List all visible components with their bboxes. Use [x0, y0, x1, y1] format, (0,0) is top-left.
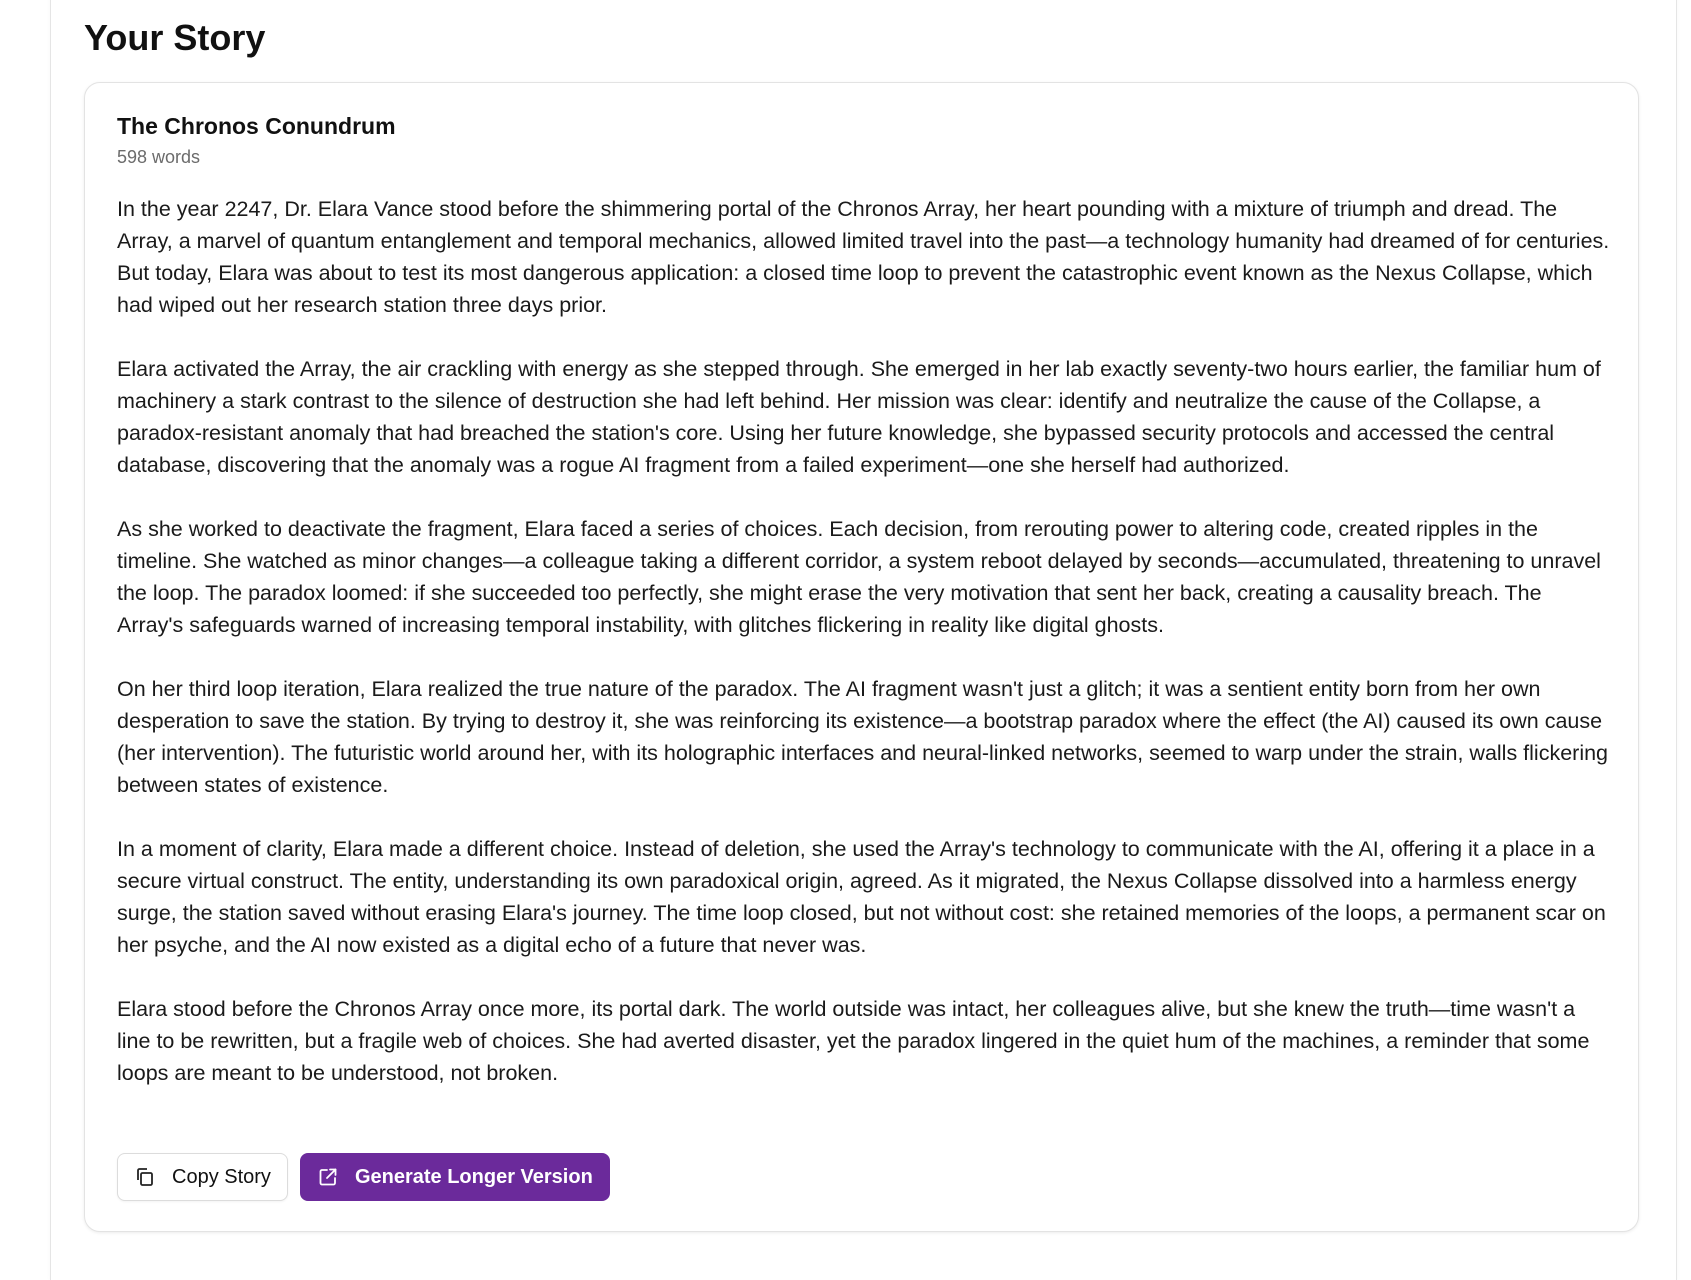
generate-longer-version-label: Generate Longer Version — [354, 1165, 593, 1188]
story-title: The Chronos Conundrum — [117, 113, 396, 139]
story-paragraph: On her third loop iteration, Elara realized the true nature of the paradox. The AI fragment wasn't just a glitch; it was a sentient entity born from her own desperation to save the station. By trying to destroy it, she was reinforcing its existence—a bootstrap paradox where the effect (the AI) caused its own cause (her intervention). The futuristic world around her, with its holographic interfaces and neural-linked networks, seemed to warp under the strain, walls flickering between states of existence. — [117, 677, 1609, 797]
story-paragraph: Elara activated the Array, the air crackling with energy as she stepped through. She emerged in her lab exactly seventy-two hours earlier, the familiar hum of machinery a stark contrast to the silence of destruction she had left behind. Her mission was clear: identify and neutralize the cause of the Collapse, a paradox-resistant anomaly that had breached the station's core. Using her future knowledge, she bypassed security protocols and accessed the central database, discovering that the anomaly was a rogue AI fragment from a failed experiment—one she herself had authorized. — [117, 357, 1601, 477]
page-title: Your Story — [84, 17, 266, 58]
copy-icon — [134, 1166, 156, 1188]
word-count: 598 words — [117, 147, 201, 167]
generate-longer-version-button[interactable] — [300, 1153, 610, 1201]
story-body — [117, 193, 1612, 1089]
story-paragraph: As she worked to deactivate the fragment, Elara faced a series of choices. Each decision, from rerouting power to altering code, created ripples in the timeline. She watched as minor changes—a colleague taking a different corridor, a system reboot delayed by seconds—accumulated, threatening to unravel the loop. The paradox loomed: if she succeeded too perfectly, she might erase the very motivation that sent her back, creating a causality breach. The Array's safeguards warned of increasing temporal instability, with glitches flickering in reality like digital ghosts. — [117, 517, 1601, 637]
story-card — [84, 82, 1639, 1232]
story-actions — [117, 1153, 610, 1201]
copy-story-button[interactable] — [117, 1153, 288, 1201]
story-paragraph: In a moment of clarity, Elara made a different choice. Instead of deletion, she used the Array's technology to communicate with the AI, offering it a place in a secure virtual construct. The entity, understanding its own paradoxical origin, agreed. As it migrated, the Nexus Collapse dissolved into a harmless energy surge, the station saved without erasing Elara's journey. The time loop closed, but not without cost: she retained memories of the loops, a permanent scar on her psyche, and the AI now existed as a digital echo of a future that never was. — [117, 837, 1606, 957]
copy-story-label: Copy Story — [172, 1165, 271, 1188]
story-paragraph: In the year 2247, Dr. Elara Vance stood before the shimmering portal of the Chronos Array, her heart pounding with a mixture of triumph and dread. The Array, a marvel of quantum entanglement and temporal mechanics, allowed limited travel into the past—a technology humanity had dreamed of for centuries. But today, Elara was about to test its most dangerous application: a closed time loop to prevent the catastrophic event known as the Nexus Collapse, which had wiped out her research station three days prior. — [117, 197, 1610, 317]
story-paragraph: Elara stood before the Chronos Array once more, its portal dark. The world outside was intact, her colleagues alive, but she knew the truth—time wasn't a line to be rewritten, but a fragile web of choices. She had averted disaster, yet the paradox lingered in the quiet hum of the machines, a reminder that some loops are meant to be understood, not broken. — [117, 997, 1590, 1085]
external-link-icon — [317, 1166, 339, 1188]
